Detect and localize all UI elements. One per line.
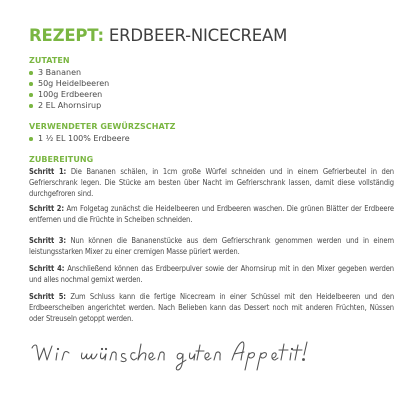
step-2 xyxy=(29,203,394,225)
step-text: Am Folgetag zunächst die Heidelbeeren und Erdbeeren waschen. Die grünen Blätter der Erdbeere entfernen und die Früchte in Scheiben schneiden. xyxy=(29,204,394,225)
step-label: Schritt 2: xyxy=(29,204,64,213)
step-text: Zum Schluss kann die fertige Nicecream in einer Schüssel mit den Heidelbeeren und den Erdbeerscheiben angerichtet werden. Nach Belieben kann das Dessert noch mit anderen Früchten, Nüssen oder Streuseln getoppt werden. xyxy=(29,292,394,324)
title-name: ERDBEER-NICECREAM xyxy=(108,26,288,45)
ingredient-item: 2 EL Ahornsirup xyxy=(29,100,109,111)
step-1 xyxy=(29,166,394,200)
bullet-icon xyxy=(29,82,33,86)
step-label: Schritt 5: xyxy=(29,292,66,301)
recipe-title xyxy=(29,26,287,46)
ingredient-item: 50g Heidelbeeren xyxy=(29,78,109,89)
step-3 xyxy=(29,235,394,257)
title-lead: REZEPT: xyxy=(29,26,104,45)
spices-heading: VERWENDETER GEWÜRZSCHATZ xyxy=(29,122,176,131)
bullet-icon xyxy=(29,71,33,75)
signature-script-icon xyxy=(28,336,328,376)
bullet-icon xyxy=(29,93,33,97)
step-4 xyxy=(29,263,394,285)
closing-signature xyxy=(28,336,328,376)
step-label: Schritt 4: xyxy=(29,264,65,273)
ingredient-item: 100g Erdbeeren xyxy=(29,89,109,100)
ingredient-item: 3 Bananen xyxy=(29,67,109,78)
step-text: Nun können die Bananenstücke aus dem Gefrierschrank genommen werden und in einem leistungsstarken Mixer zu einer cremigen Masse püriert werden. xyxy=(29,236,394,257)
ingredients-list xyxy=(29,67,109,111)
preparation-heading: ZUBEREITUNG xyxy=(29,155,94,164)
step-text: Die Bananen schälen, in 1cm große Würfel schneiden und in einem Gefrierbeutel in den Gefrierschrank legen. Die Stücke am besten über Nacht im Gefrierschrank lassen, damit diese vollständig durchgefroren sind. xyxy=(29,167,394,199)
spice-item: 1 ½ EL 100% Erdbeere xyxy=(29,133,130,144)
bullet-icon xyxy=(29,104,33,108)
step-text: Anschließend können das Erdbeerpulver sowie der Ahornsirup mit in den Mixer gegeben werden und alles nochmal gemixt werden. xyxy=(29,264,394,285)
step-label: Schritt 3: xyxy=(29,236,66,245)
bullet-icon xyxy=(29,137,33,141)
step-5 xyxy=(29,291,394,325)
spices-list xyxy=(29,133,130,144)
ingredients-heading: ZUTATEN xyxy=(29,56,70,65)
step-label: Schritt 1: xyxy=(29,167,67,176)
